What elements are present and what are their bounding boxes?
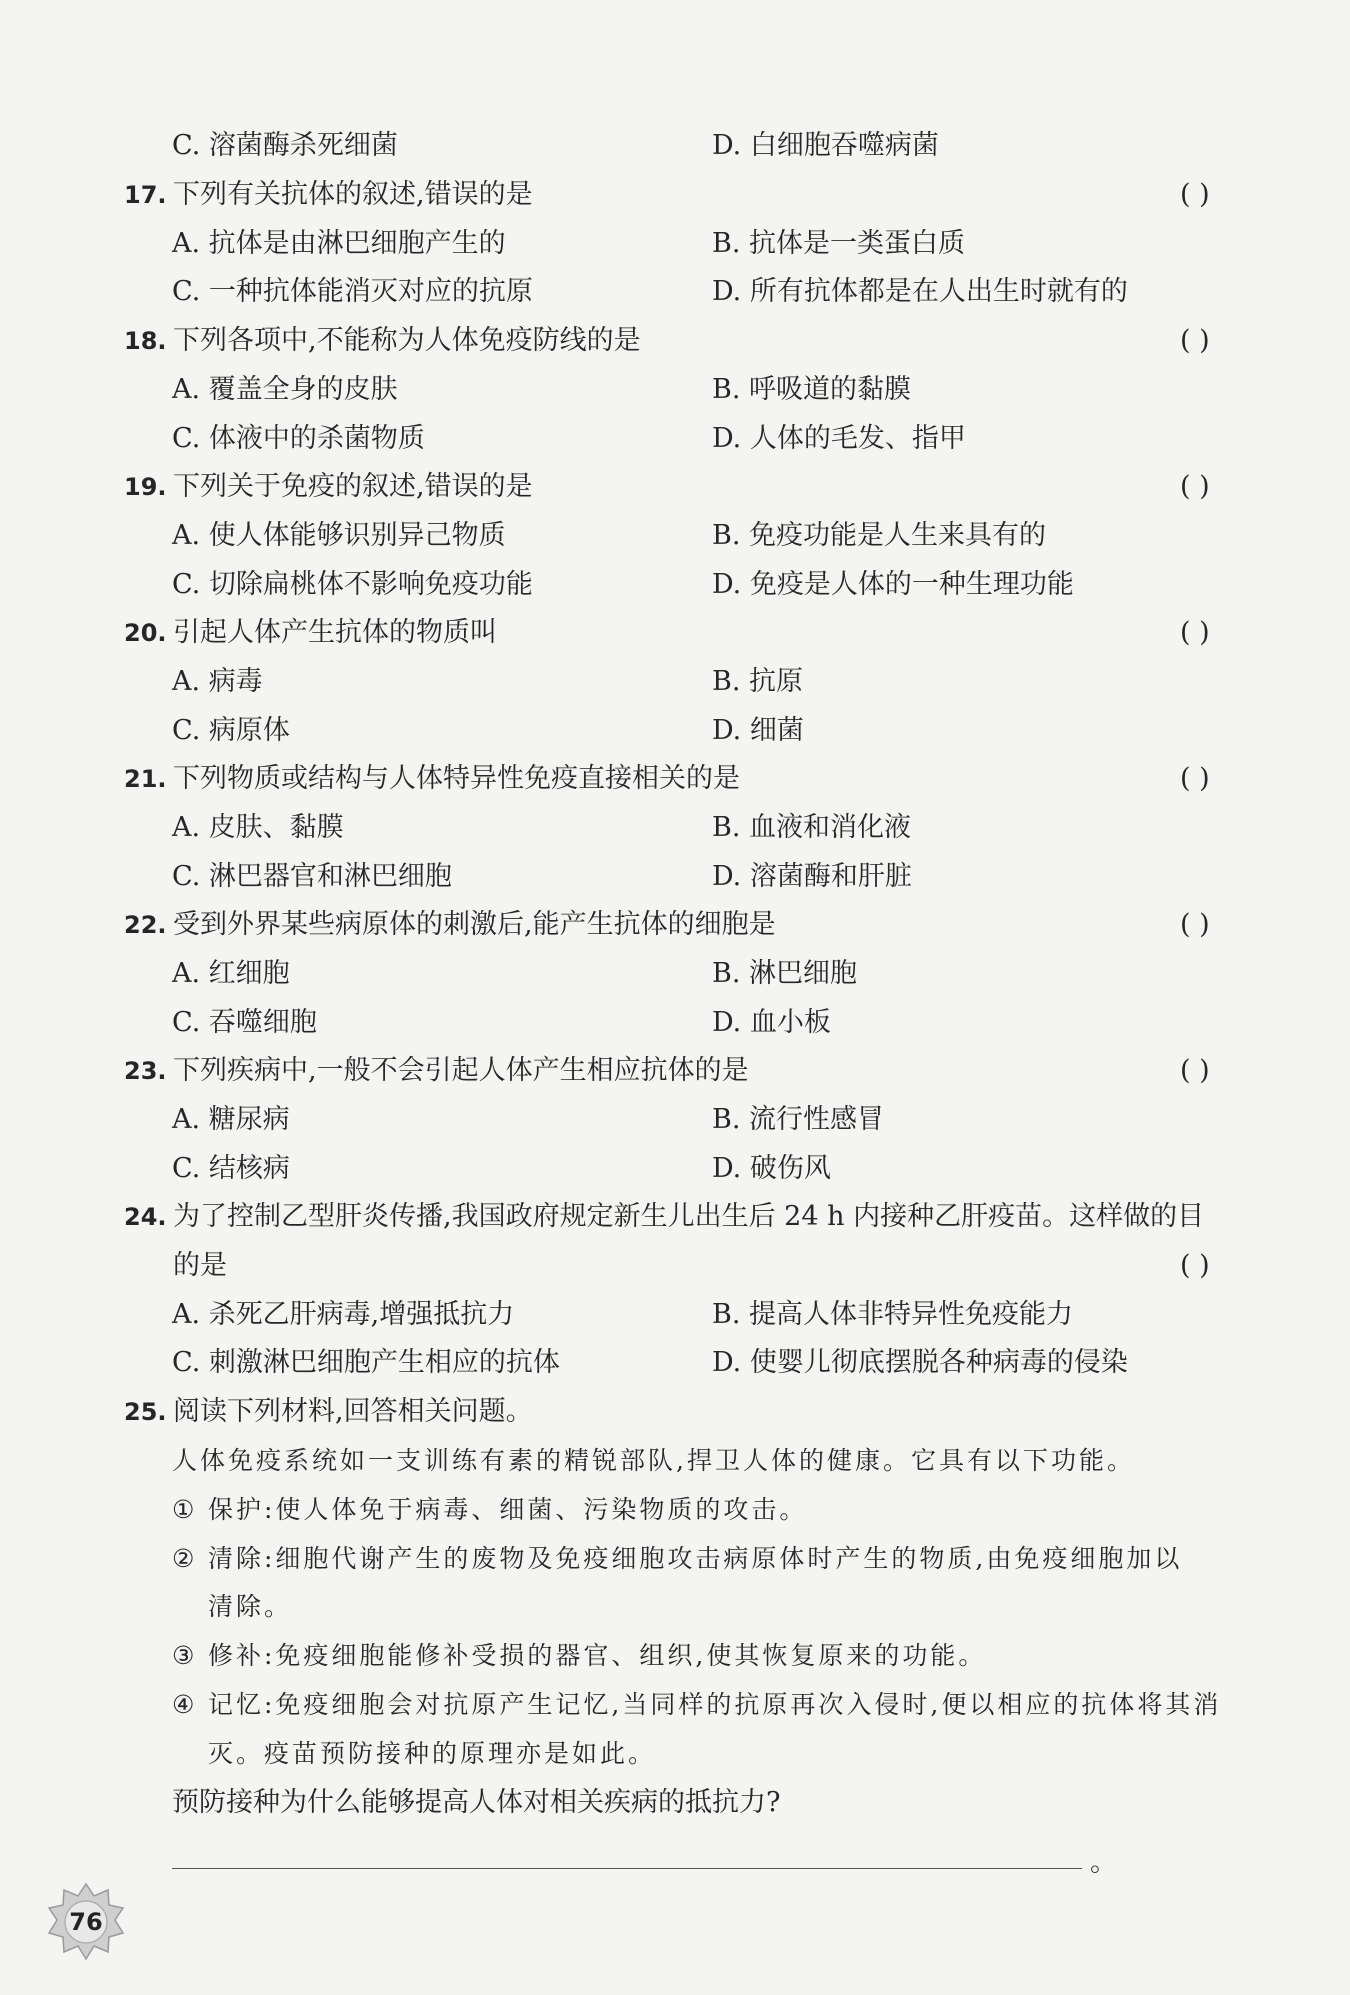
question-number: 17. (124, 181, 167, 209)
question-stem: 下列物质或结构与人体特异性免疫直接相关的是 (173, 763, 740, 794)
option-b[interactable]: B. 免疫功能是人生来具有的 (712, 520, 1047, 551)
option-c[interactable]: C. 吞噬细胞 (172, 1007, 317, 1038)
option-a[interactable]: A. 抗体是由淋巴细胞产生的 (172, 228, 506, 259)
question-number: 24. (124, 1203, 167, 1231)
option-a[interactable]: A. 病毒 (172, 666, 263, 697)
item-text: 清除:细胞代谢产生的废物及免疫细胞攻击病原体时产生的物质,由免疫细胞加以 (208, 1544, 1183, 1573)
answer-parentheses[interactable]: ( ) (1180, 1250, 1210, 1281)
option-d[interactable]: D. 使婴儿彻底摆脱各种病毒的侵染 (712, 1347, 1128, 1378)
question-number: 23. (124, 1057, 167, 1085)
question-number: 25. (124, 1398, 167, 1426)
question-number: 19. (124, 473, 167, 501)
question-stem: 受到外界某些病原体的刺激后,能产生抗体的细胞是 (173, 909, 776, 940)
option-a[interactable]: A. 皮肤、黏膜 (172, 812, 344, 843)
option-c[interactable]: C. 淋巴器官和淋巴细胞 (172, 861, 452, 892)
option-a[interactable]: A. 杀死乙肝病毒,增强抵抗力 (172, 1299, 515, 1330)
question-stem: 阅读下列材料,回答相关问题。 (173, 1396, 533, 1427)
answer-parentheses[interactable]: ( ) (1180, 325, 1210, 356)
option-a[interactable]: A. 覆盖全身的皮肤 (172, 374, 398, 405)
option-b[interactable]: B. 抗体是一类蛋白质 (712, 228, 966, 259)
option-d[interactable]: D. 溶菌酶和肝脏 (712, 861, 912, 892)
option-b[interactable]: B. 淋巴细胞 (712, 958, 858, 989)
option-b[interactable]: B. 提高人体非特异性免疫能力 (712, 1299, 1074, 1330)
item-text: 记忆:免疫细胞会对抗原产生记忆,当同样的抗原再次入侵时,便以相应的抗体将其消 (208, 1690, 1222, 1719)
item-marker: ① (172, 1495, 198, 1524)
answer-line[interactable] (172, 1868, 1082, 1869)
answer-parentheses[interactable]: ( ) (1180, 179, 1210, 210)
page-number: 76 (69, 1908, 103, 1936)
option-d[interactable]: D. 人体的毛发、指甲 (712, 423, 966, 454)
question-stem-line-1: 为了控制乙型肝炎传播,我国政府规定新生儿出生后 24 h 内接种乙肝疫苗。这样做的目 (173, 1201, 1205, 1232)
option-c[interactable]: C. 一种抗体能消灭对应的抗原 (172, 276, 533, 307)
option-b[interactable]: B. 流行性感冒 (712, 1104, 885, 1135)
item-text: 保护:使人体免于病毒、细菌、污染物质的攻击。 (208, 1495, 808, 1524)
option-b[interactable]: B. 血液和消化液 (712, 812, 912, 843)
item-marker: ④ (172, 1690, 198, 1719)
item-text: 修补:免疫细胞能修补受损的器官、组织,使其恢复原来的功能。 (208, 1641, 987, 1670)
question-number: 21. (124, 765, 167, 793)
question-number: 18. (124, 327, 167, 355)
option-a[interactable]: A. 红细胞 (172, 958, 290, 989)
answer-parentheses[interactable]: ( ) (1180, 471, 1210, 502)
question-stem-line-2: 的是 (173, 1250, 227, 1281)
answer-parentheses[interactable]: ( ) (1180, 1055, 1210, 1086)
option-a[interactable]: A. 糖尿病 (172, 1104, 290, 1135)
question-stem: 下列各项中,不能称为人体免疫防线的是 (173, 325, 641, 356)
option-d[interactable]: D. 血小板 (712, 1007, 831, 1038)
question-stem: 下列疾病中,一般不会引起人体产生相应抗体的是 (173, 1055, 749, 1086)
answer-parentheses[interactable]: ( ) (1180, 909, 1210, 940)
option-d[interactable]: D. 破伤风 (712, 1153, 831, 1184)
option-c[interactable]: C. 结核病 (172, 1153, 290, 1184)
question-stem: 下列关于免疫的叙述,错误的是 (173, 471, 533, 502)
answer-parentheses[interactable]: ( ) (1180, 617, 1210, 648)
item-text-continued: 灭。疫苗预防接种的原理亦是如此。 (208, 1739, 657, 1768)
option-16-d: D. 白细胞吞噬病菌 (712, 130, 939, 161)
material-intro: 人体免疫系统如一支训练有素的精锐部队,捍卫人体的健康。它具有以下功能。 (172, 1446, 1135, 1475)
option-b[interactable]: B. 呼吸道的黏膜 (712, 374, 912, 405)
item-marker: ③ (172, 1641, 198, 1670)
option-c[interactable]: C. 刺激淋巴细胞产生相应的抗体 (172, 1347, 560, 1378)
item-marker: ② (172, 1544, 198, 1573)
option-d[interactable]: D. 所有抗体都是在人出生时就有的 (712, 276, 1128, 307)
item-text-continued: 清除。 (208, 1592, 293, 1621)
option-d[interactable]: D. 细菌 (712, 715, 804, 746)
option-b[interactable]: B. 抗原 (712, 666, 804, 697)
question-stem: 下列有关抗体的叙述,错误的是 (173, 179, 533, 210)
option-c[interactable]: C. 病原体 (172, 715, 290, 746)
option-d[interactable]: D. 免疫是人体的一种生理功能 (712, 569, 1074, 600)
option-c[interactable]: C. 体液中的杀菌物质 (172, 423, 425, 454)
question-stem: 引起人体产生抗体的物质叫 (173, 617, 497, 648)
material-item (172, 1687, 1221, 1723)
answer-end-mark: 。 (1090, 1847, 1117, 1878)
option-16-c: C. 溶菌酶杀死细菌 (172, 130, 398, 161)
option-c[interactable]: C. 切除扁桃体不影响免疫功能 (172, 569, 533, 600)
option-a[interactable]: A. 使人体能够识别异己物质 (172, 520, 506, 551)
material-item (172, 1541, 1182, 1577)
material-item (172, 1638, 986, 1674)
answer-parentheses[interactable]: ( ) (1180, 763, 1210, 794)
question-number: 20. (124, 619, 167, 647)
material-item (172, 1492, 807, 1528)
question-number: 22. (124, 911, 167, 939)
sub-question: 预防接种为什么能够提高人体对相关疾病的抵抗力? (172, 1787, 781, 1818)
